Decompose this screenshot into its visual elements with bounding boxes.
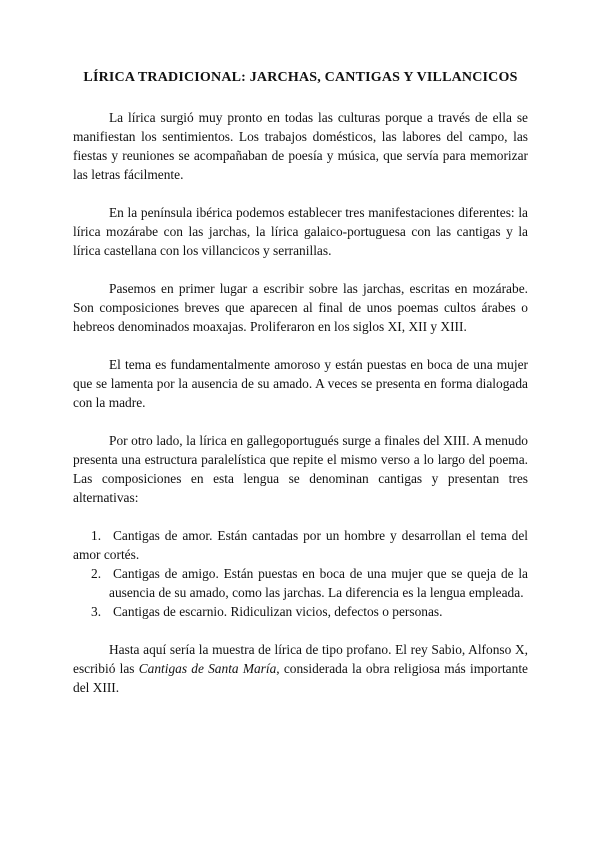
paragraph-manifestations: En la península ibérica podemos establecer tres manifestaciones diferentes: la lírica mozárabe con las jarchas, la lírica galaico-portuguesa con las cantigas y la lírica castellana con los villancicos y serranillas.	[73, 205, 528, 258]
list-item	[73, 526, 528, 564]
closing-text-after: , considerada la obra religiosa más importante del XIII.	[73, 661, 528, 695]
list-item-text: Cantigas de escarnio. Ridiculizan vicios, defectos o personas.	[113, 604, 443, 619]
list-item-text: Cantigas de amor. Están cantadas por un hombre y desarrollan el tema del amor cortés.	[73, 528, 528, 562]
paragraph-galaico: Por otro lado, la lírica en gallegoportugués surge a finales del XIII. A menudo presenta una estructura paralelística que repite el mismo verso a lo largo del poema. Las composiciones en esta lengua se denominan cantigas y presentan tres alternativas:	[73, 433, 528, 505]
document-page	[73, 70, 528, 716]
cantigas-santa-maria-title: Cantigas de Santa María	[138, 661, 277, 676]
list-number: 2.	[91, 566, 102, 581]
list-item-text: Cantigas de amigo. Están puestas en boca de una mujer que se queja de la ausencia de su amado, como las jarchas. La diferencia es la lengua empleada.	[109, 566, 528, 600]
paragraph-theme: El tema es fundamentalmente amoroso y están puestas en boca de una mujer que se lamenta por la ausencia de su amado. A veces se presenta en forma dialogada con la madre.	[73, 357, 528, 410]
closing-text-before: Hasta aquí sería la muestra de lírica de tipo profano. El rey Sabio, Alfonso X, escribió las	[73, 642, 528, 676]
document-title: LÍRICA TRADICIONAL: JARCHAS, CANTIGAS Y VILLANCICOS	[83, 70, 518, 85]
list-number: 3.	[91, 604, 102, 619]
list-item	[73, 564, 528, 602]
cantigas-list	[73, 526, 528, 621]
paragraph-closing	[73, 640, 528, 697]
paragraph-intro: La lírica surgió muy pronto en todas las culturas porque a través de ella se manifiestan los sentimientos. Los trabajos domésticos, las labores del campo, las fiestas y reuniones se acompañaban de poesía y música, que servía para memorizar las letras fácilmente.	[73, 110, 528, 182]
list-item	[73, 602, 528, 621]
paragraph-jarchas: Pasemos en primer lugar a escribir sobre las jarchas, escritas en mozárabe. Son composiciones breves que aparecen al final de unos poemas cultos árabes o hebreos denominados moaxajas. Proliferaron en los siglos XI, XII y XIII.	[73, 281, 528, 334]
list-number: 1.	[91, 528, 102, 543]
